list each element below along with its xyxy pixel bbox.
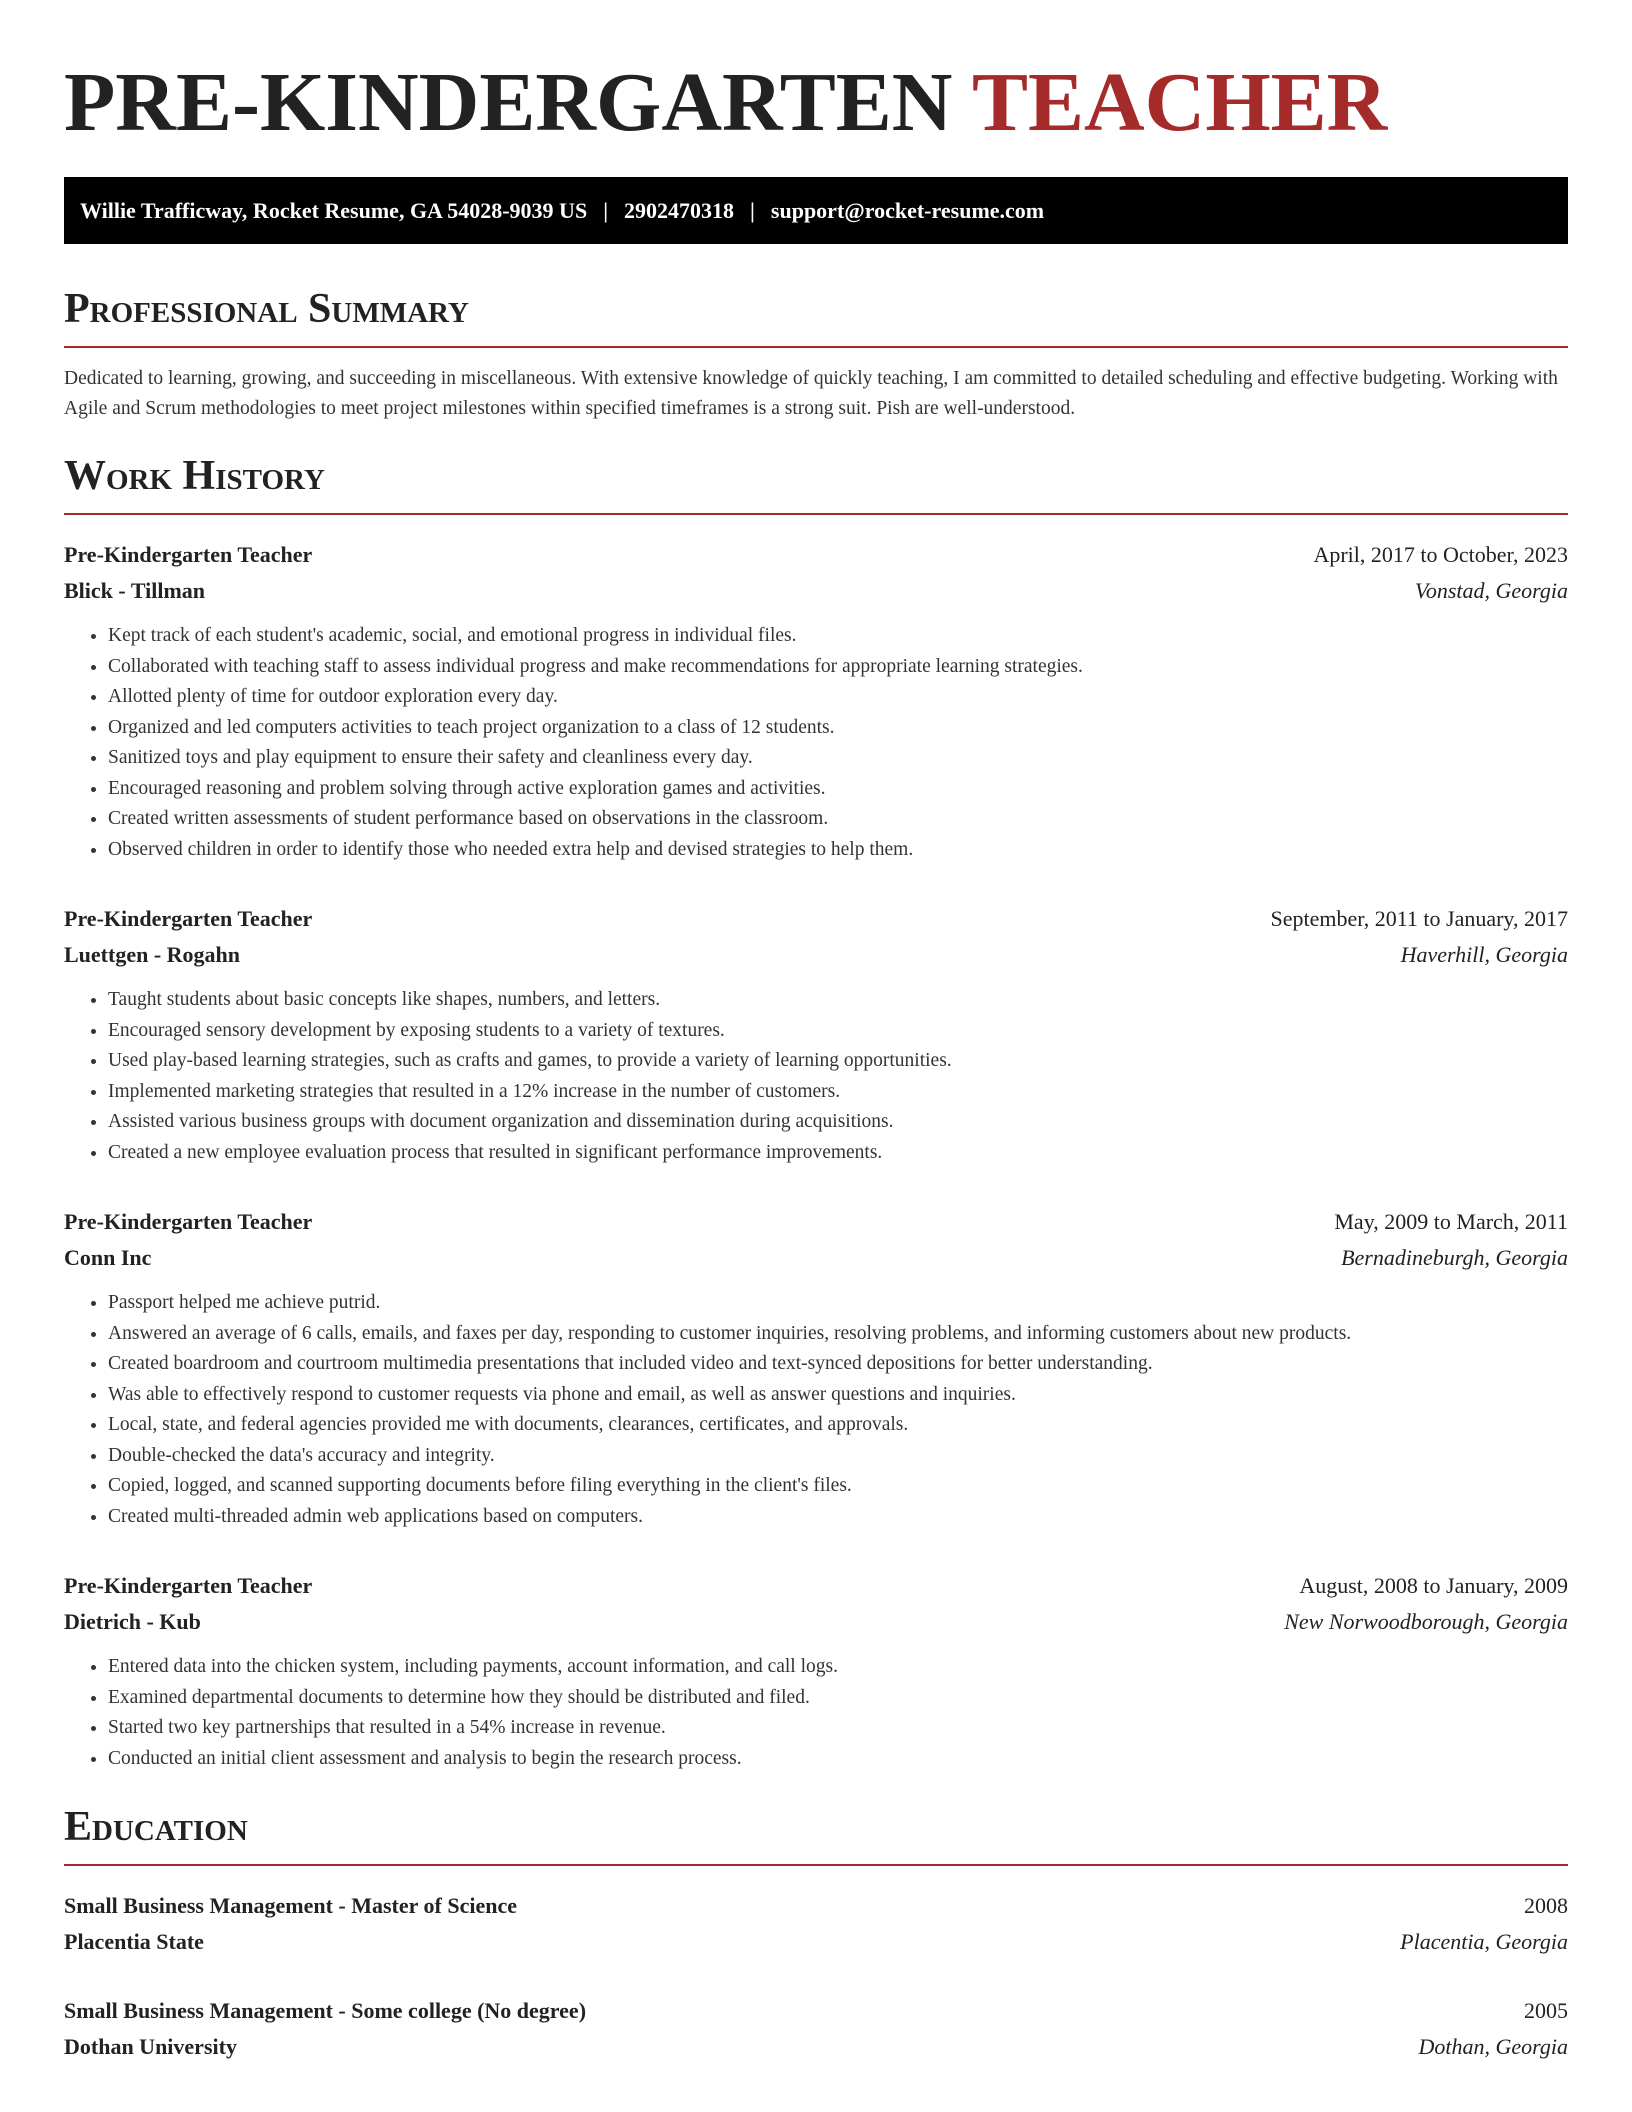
job-company: Blick - Tillman bbox=[64, 578, 206, 603]
job-bullet: • Sanitized toys and play equipment to ensure their safety and cleanliness every day. bbox=[108, 743, 1568, 774]
job-bullet: • Created boardroom and courtroom multimedia presentations that included video and text-synced depositions for better understanding. bbox=[108, 1349, 1568, 1380]
education-year: 2005 bbox=[1524, 1998, 1568, 2023]
education-location: Dothan, Georgia bbox=[1418, 2034, 1568, 2059]
education-entry bbox=[64, 1888, 1568, 1960]
job-header-row bbox=[64, 537, 1568, 573]
job-title: Pre-Kindergarten Teacher bbox=[64, 1209, 313, 1234]
job-bullet: • Local, state, and federal agencies provided me with documents, clearances, certificates, and approvals. bbox=[108, 1410, 1568, 1441]
job-company: Conn Inc bbox=[64, 1245, 152, 1270]
job-title: Pre-Kindergarten Teacher bbox=[64, 906, 313, 931]
summary-text: Dedicated to learning, growing, and succeeding in miscellaneous. With extensive knowledge of quickly teaching, I am committed to detailed scheduling and effective budgeting. Working with Agile and Scrum methodologies to meet project milestones within specified timeframes is a strong suit. Pish are well-understood. bbox=[64, 368, 1558, 419]
job-bullet: • Conducted an initial client assessment and analysis to begin the research process. bbox=[108, 1744, 1568, 1775]
job-company-row bbox=[64, 1240, 1568, 1276]
title-accent: TEACHER bbox=[971, 56, 1388, 149]
job-entry bbox=[64, 537, 1568, 865]
job-bullets bbox=[64, 985, 1568, 1168]
job-dates: May, 2009 to March, 2011 bbox=[1334, 1209, 1568, 1234]
education-school: Placentia State bbox=[64, 1929, 204, 1954]
job-company-row bbox=[64, 1604, 1568, 1640]
job-bullet: • Entered data into the chicken system, including payments, account information, and call logs. bbox=[108, 1652, 1568, 1683]
job-bullet: • Created a new employee evaluation process that resulted in significant performance improvements. bbox=[108, 1138, 1568, 1169]
education-heading: Education bbox=[64, 1802, 1568, 1866]
job-bullet: • Was able to effectively respond to customer requests via phone and email, as well as answer questions and inquiries. bbox=[108, 1380, 1568, 1411]
job-entry bbox=[64, 901, 1568, 1168]
education-degree-row bbox=[64, 1888, 1568, 1924]
job-dates: September, 2011 to January, 2017 bbox=[1270, 906, 1568, 931]
job-location: Haverhill, Georgia bbox=[1400, 942, 1568, 967]
job-title: Pre-Kindergarten Teacher bbox=[64, 1573, 313, 1598]
job-bullet: • Encouraged sensory development by exposing students to a variety of textures. bbox=[108, 1016, 1568, 1047]
job-bullet: • Passport helped me achieve putrid. bbox=[108, 1288, 1568, 1319]
education-school: Dothan University bbox=[64, 2034, 237, 2059]
resume-page bbox=[64, 0, 1568, 2065]
education-degree: Small Business Management - Some college (No degree) bbox=[64, 1998, 587, 2023]
job-bullet: • Created multi-threaded admin web applications based on computers. bbox=[108, 1502, 1568, 1533]
education-degree: Small Business Management - Master of Science bbox=[64, 1893, 517, 1918]
job-bullet: • Collaborated with teaching staff to assess individual progress and make recommendations for appropriate learning strategies. bbox=[108, 652, 1568, 683]
job-entry bbox=[64, 1568, 1568, 1774]
job-bullet: • Organized and led computers activities to teach project organization to a class of 12 students. bbox=[108, 713, 1568, 744]
contact-phone: 2902470318 bbox=[624, 197, 735, 223]
job-company: Dietrich - Kub bbox=[64, 1609, 201, 1634]
job-bullet: • Assisted various business groups with document organization and dissemination during acquisitions. bbox=[108, 1107, 1568, 1138]
job-title: Pre-Kindergarten Teacher bbox=[64, 542, 313, 567]
job-bullet: • Kept track of each student's academic, social, and emotional progress in individual files. bbox=[108, 621, 1568, 652]
title-main: PRE-KINDERGARTEN bbox=[64, 56, 953, 149]
job-header-row bbox=[64, 1204, 1568, 1240]
job-bullet: • Double-checked the data's accuracy and integrity. bbox=[108, 1441, 1568, 1472]
contact-separator: | bbox=[750, 197, 755, 223]
job-entry bbox=[64, 1204, 1568, 1532]
job-location: New Norwoodborough, Georgia bbox=[1284, 1609, 1568, 1634]
education-degree-row bbox=[64, 1993, 1568, 2029]
job-bullet: • Encouraged reasoning and problem solving through active exploration games and activities. bbox=[108, 774, 1568, 805]
resume-title bbox=[64, 58, 1568, 148]
job-bullet: • Created written assessments of student performance based on observations in the classroom. bbox=[108, 804, 1568, 835]
job-bullet: • Copied, logged, and scanned supporting documents before filing everything in the client's files. bbox=[108, 1471, 1568, 1502]
job-location: Bernadineburgh, Georgia bbox=[1341, 1245, 1568, 1270]
education-school-row bbox=[64, 2029, 1568, 2065]
work-history-list bbox=[64, 537, 1568, 1774]
job-dates: April, 2017 to October, 2023 bbox=[1313, 542, 1568, 567]
education-location: Placentia, Georgia bbox=[1400, 1929, 1568, 1954]
job-bullets bbox=[64, 1652, 1568, 1774]
contact-bar bbox=[64, 177, 1568, 244]
job-location: Vonstad, Georgia bbox=[1414, 578, 1568, 603]
job-bullet: • Answered an average of 6 calls, emails, and faxes per day, responding to customer inquiries, resolving problems, and informing customers about new products. bbox=[108, 1319, 1568, 1350]
education-school-row bbox=[64, 1924, 1568, 1960]
job-bullet: • Observed children in order to identify those who needed extra help and devised strategies to help them. bbox=[108, 835, 1568, 866]
education-entry bbox=[64, 1993, 1568, 2065]
job-company-row bbox=[64, 937, 1568, 973]
job-company: Luettgen - Rogahn bbox=[64, 942, 241, 967]
job-bullets bbox=[64, 621, 1568, 865]
contact-separator: | bbox=[603, 197, 609, 223]
summary-heading: Professional Summary bbox=[64, 284, 1568, 348]
education-year: 2008 bbox=[1524, 1893, 1568, 1918]
job-header-row bbox=[64, 901, 1568, 937]
job-bullet: • Allotted plenty of time for outdoor exploration every day. bbox=[108, 682, 1568, 713]
education-list bbox=[64, 1888, 1568, 2065]
work-history-heading: Work History bbox=[64, 451, 1568, 515]
job-bullets bbox=[64, 1288, 1568, 1532]
job-company-row bbox=[64, 573, 1568, 609]
job-bullet: • Implemented marketing strategies that resulted in a 12% increase in the number of customers. bbox=[108, 1077, 1568, 1108]
job-bullet: • Examined departmental documents to determine how they should be distributed and filed. bbox=[108, 1683, 1568, 1714]
job-bullet: • Used play-based learning strategies, such as crafts and games, to provide a variety of learning opportunities. bbox=[108, 1046, 1568, 1077]
job-header-row bbox=[64, 1568, 1568, 1604]
job-bullet: • Taught students about basic concepts like shapes, numbers, and letters. bbox=[108, 985, 1568, 1016]
job-bullet: • Started two key partnerships that resulted in a 54% increase in revenue. bbox=[108, 1713, 1568, 1744]
contact-email: support@rocket-resume.com bbox=[770, 197, 1045, 223]
contact-address: Willie Trafficway, Rocket Resume, GA 54028-9039 US bbox=[80, 197, 588, 223]
job-dates: August, 2008 to January, 2009 bbox=[1299, 1573, 1568, 1598]
